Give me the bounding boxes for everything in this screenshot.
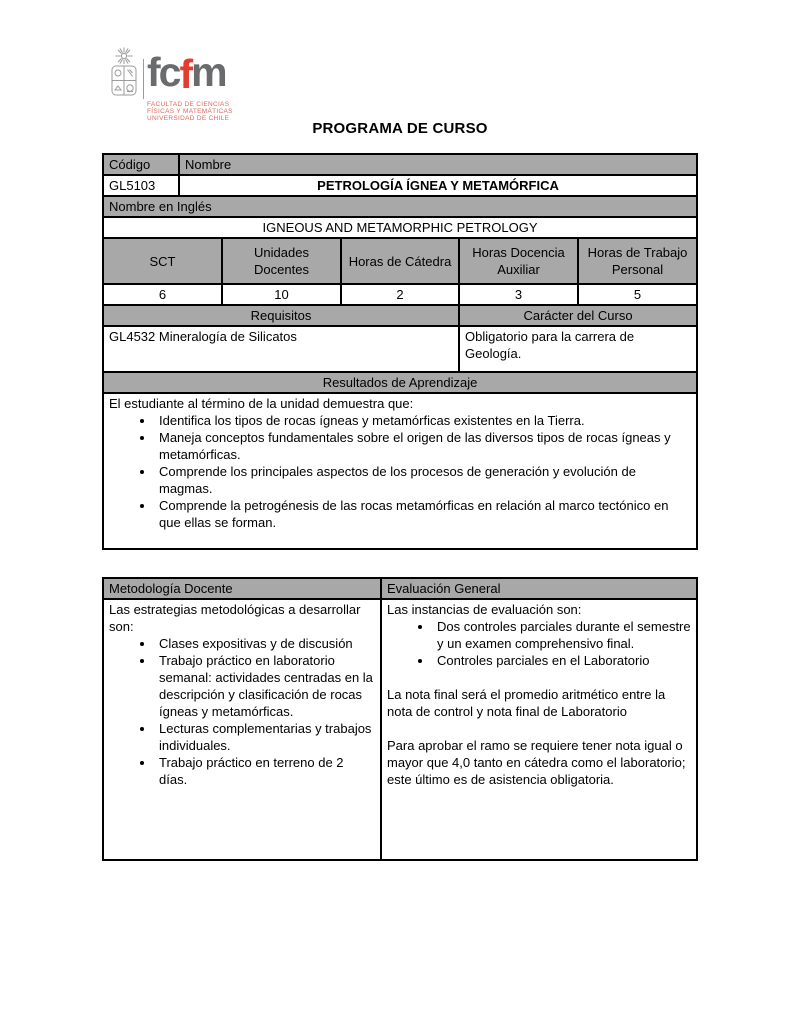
caption-line-3: UNIVERSIDAD DE CHILE — [147, 115, 230, 122]
requisitos-header-row — [103, 305, 697, 326]
course-name-cell: PETROLOGÍA ÍGNEA Y METAMÓRFICA — [179, 175, 697, 196]
metodologia-label-cell: Metodología Docente — [103, 578, 381, 599]
method-eval-header-row — [103, 578, 697, 599]
hours-value-unidades-docentes: 10 — [222, 284, 341, 305]
english-name-value-row — [103, 217, 697, 238]
metodologia-list — [109, 635, 375, 788]
code-name-header-row — [103, 154, 697, 175]
fcfm-wordmark — [147, 48, 226, 96]
requisitos-label-cell: Requisitos — [103, 305, 459, 326]
list-item: • Trabajo práctico en laboratorio semanal: actividades centradas en la descripción y clasificación de rocas ígneas y metamórficas. — [155, 652, 375, 720]
resultados-list — [109, 412, 691, 531]
evaluacion-list — [387, 618, 691, 669]
english-name-header-row — [103, 196, 697, 217]
resultados-content-cell — [103, 393, 697, 549]
caption-line-2: FÍSICAS Y MATEMÁTICAS — [147, 108, 233, 115]
fcfm-logo — [107, 44, 247, 124]
resultados-label-cell: Resultados de Aprendizaje — [103, 372, 697, 393]
caracter-label-cell: Carácter del Curso — [459, 305, 697, 326]
method-eval-content-row — [103, 599, 697, 860]
list-item: • Comprende los principales aspectos de los procesos de generación y evolución de magmas. — [155, 463, 691, 497]
codigo-value-cell: GL5103 — [103, 175, 179, 196]
code-name-value-row — [103, 175, 697, 196]
hours-header-sct: SCT — [103, 238, 222, 284]
resultados-content-row — [103, 393, 697, 549]
caption-line-1: FACULTAD DE CIENCIAS — [147, 101, 230, 108]
resultados-intro: El estudiante al término de la unidad demuestra que: — [109, 396, 414, 411]
logo-divider — [143, 59, 144, 99]
hours-value-trabajo-personal: 5 — [578, 284, 697, 305]
faculty-caption — [147, 101, 233, 122]
hours-value-sct: 6 — [103, 284, 222, 305]
nombre-label-cell: Nombre — [179, 154, 697, 175]
evaluacion-label-cell: Evaluación General — [381, 578, 697, 599]
evaluacion-intro: Las instancias de evaluación son: — [387, 602, 582, 617]
resultados-header-row — [103, 372, 697, 393]
list-item: • Dos controles parciales durante el semestre y un examen comprehensivo final. — [433, 618, 691, 652]
hours-value-horas-catedra: 2 — [341, 284, 459, 305]
hours-header-trabajo-personal: Horas de Trabajo Personal — [578, 238, 697, 284]
course-info-table — [102, 153, 698, 550]
requisitos-value-row — [103, 326, 697, 372]
list-item: • Maneja conceptos fundamentales sobre el origen de las diversos tipos de rocas ígneas y metamórficas. — [155, 429, 691, 463]
evaluacion-content-cell — [381, 599, 697, 860]
list-item: • Identifica los tipos de rocas ígneas y metamórficas existentes en la Tierra. — [155, 412, 691, 429]
hours-value-row — [103, 284, 697, 305]
evaluacion-paragraph-nota-final: La nota final será el promedio aritmético entre la nota de control y nota final de Laboratorio — [387, 687, 666, 719]
nombre-ingles-value-cell: IGNEOUS AND METAMORPHIC PETROLOGY — [103, 217, 697, 238]
list-item: • Lecturas complementarias y trabajos individuales. — [155, 720, 375, 754]
wordmark-prefix: fc — [147, 49, 180, 95]
caracter-value-cell: Obligatorio para la carrera de Geología. — [459, 326, 697, 372]
hours-header-row — [103, 238, 697, 284]
method-eval-table — [102, 577, 698, 861]
wordmark-accent: f — [179, 51, 192, 97]
list-item: • Trabajo práctico en terreno de 2 días. — [155, 754, 375, 788]
hours-header-docencia-auxiliar: Horas Docencia Auxiliar — [459, 238, 578, 284]
hours-header-unidades-docentes: Unidades Docentes — [222, 238, 341, 284]
list-item: • Clases expositivas y de discusión — [155, 635, 375, 652]
evaluacion-paragraph-aprobacion: Para aprobar el ramo se requiere tener nota igual o mayor que 4,0 tanto en cátedra como el laboratorio; este último es de asistencia obligatoria. — [387, 738, 686, 787]
page-title: PROGRAMA DE CURSO — [312, 120, 488, 137]
hours-header-horas-catedra: Horas de Cátedra — [341, 238, 459, 284]
university-crest-icon — [107, 47, 141, 99]
metodologia-intro: Las estrategias metodológicas a desarrollar son: — [109, 602, 361, 634]
metodologia-content-cell — [103, 599, 381, 860]
wordmark-suffix: m — [191, 49, 226, 95]
codigo-label-cell: Código — [103, 154, 179, 175]
list-item: • Comprende la petrogénesis de las rocas metamórficas en relación al marco tectónico en que ellas se forman. — [155, 497, 691, 531]
hours-value-docencia-auxiliar: 3 — [459, 284, 578, 305]
nombre-ingles-label-cell: Nombre en Inglés — [103, 196, 697, 217]
requisitos-value-cell: GL4532 Mineralogía de Silicatos — [103, 326, 459, 372]
list-item: • Controles parciales en el Laboratorio — [433, 652, 691, 669]
